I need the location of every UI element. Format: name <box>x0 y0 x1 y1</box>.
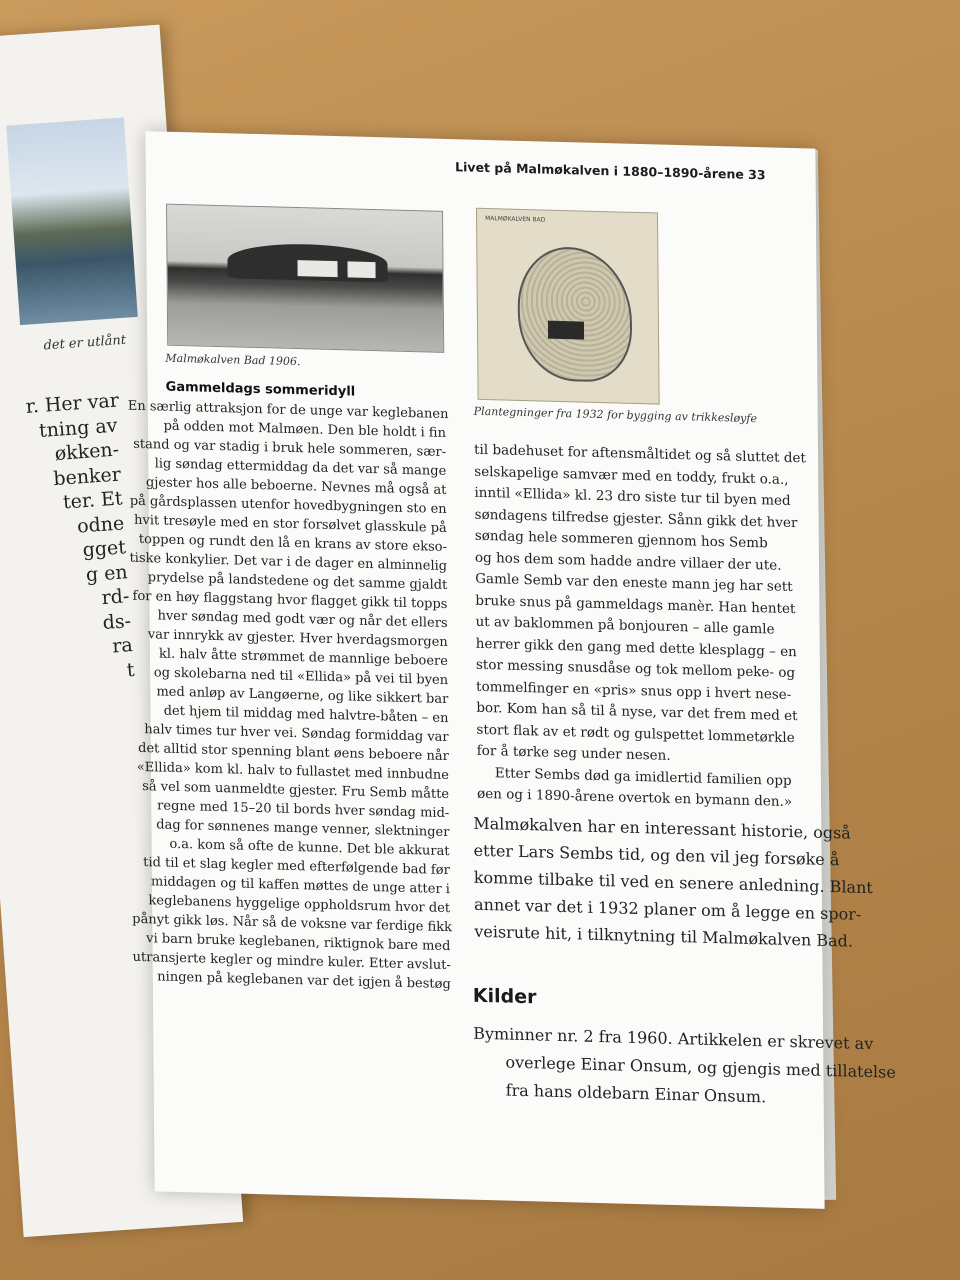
text-line: dag for sønnenes mange venner, slektninger <box>156 817 450 841</box>
photo-building <box>347 261 375 278</box>
text-line: keglebanens hyggelige oppholdsrum hvor det <box>148 893 451 917</box>
sources-text <box>473 1020 896 1113</box>
text-line: øen og i 1890-årene overtok en bymann den.» <box>477 785 793 811</box>
text-line: annet var det i 1932 planer om å legge en spor- <box>473 894 862 924</box>
left-line: ra <box>111 634 134 658</box>
text-line: bruke snus på gammeldags manèr. Han hentet <box>475 592 796 617</box>
photo-building <box>297 260 337 277</box>
running-header: Livet på Malmøkalven i 1880–1890-årene 33 <box>455 159 766 183</box>
text-line: kl. halv åtte strømmet de mannlige beboere <box>158 646 449 670</box>
text-line: etter Lars Sembs tid, og den vil jeg forsøke å <box>473 840 840 870</box>
text-line: Byminner nr. 2 fra 1960. Artikkelen er skrevet av <box>473 1023 874 1054</box>
text-line: ningen på keglebanen var det igjen å bestøg <box>157 969 451 993</box>
text-line: ut av baklommen på bonjouren – alle gamle <box>475 613 775 638</box>
section-title: Gammeldags sommeridyll <box>165 379 356 400</box>
text-line: toppen og rundt den lå en krans av store ekso- <box>138 531 448 556</box>
text-line: for å tørke seg under nesen. <box>476 742 671 764</box>
text-line: stor messing snusdåse og tok mellom peke- og <box>475 656 796 682</box>
left-line: benker <box>52 462 122 490</box>
column-left-text <box>128 397 451 994</box>
text-line: på odden mot Malmøen. Den ble holdt i fin <box>163 418 447 441</box>
text-line: stand og var stadig i bruk hele sommeren, sær- <box>133 436 447 460</box>
right-page <box>127 131 896 1209</box>
text-line: og skolebarna ned til «Ellida» på vei til byen <box>153 665 449 689</box>
text-line: søndag hele sommeren gjennom hos Semb <box>474 527 768 552</box>
text-line: tommelfinger en «pris» snus opp i hvert nese- <box>476 678 792 703</box>
text-line: så vel som uanmeldte gjester. Fru Semb måtte <box>142 779 450 803</box>
text-line: fra hans oldebarn Einar Onsum. <box>505 1080 767 1107</box>
text-line: vi barn bruke keglebanen, riktignok bare med <box>146 931 451 955</box>
text-line: «Ellida» kom kl. halv to fullastet med innbudne <box>136 759 449 784</box>
left-line: gget <box>81 536 127 562</box>
text-line: komme tilbake til ved en senere anledning. Blant <box>473 867 873 898</box>
map-building <box>548 321 584 340</box>
text-line: det alltid stor spenning blant øens beboere når <box>138 740 449 765</box>
map-island <box>517 246 632 383</box>
text-line: inntil «Ellida» kl. 23 dro siste tur til byen med <box>474 484 791 510</box>
text-line: herrer gikk den gang med dette klesplagg – en <box>475 635 797 660</box>
map-caption: Plantegninger fra 1932 for bygging av trikkesløyfe <box>473 404 758 426</box>
text-line: halv times tur hver vei. Søndag formiddag var <box>144 722 449 746</box>
text-line: og hos dem som hadde andre villaer der ute. <box>474 549 782 574</box>
text-line: bor. Kom han så til å nyse, var det frem med et <box>476 699 798 725</box>
text-line: på gårdsplassen utenfor hovedbygningen sto en <box>129 493 447 517</box>
left-line: r. Her var <box>25 389 120 418</box>
left-line: tning av <box>38 414 119 442</box>
text-line: for en høy flaggstang hvor flagget gikk til topps <box>132 588 448 613</box>
left-line: odne <box>76 511 125 538</box>
left-line: t <box>125 658 136 681</box>
text-line: utransjerte kegler og mindre kuler. Etter avslut- <box>132 949 451 974</box>
text-line: veisrute hit, i tilknytning til Malmøkalven Bad. <box>474 921 854 951</box>
text-line: Gamle Semb var den eneste mann jeg har sett <box>475 570 793 596</box>
text-line: Malmøkalven har en interessant historie, også <box>473 813 851 843</box>
historic-photo <box>166 204 444 353</box>
left-line: g en <box>85 560 129 586</box>
sources-heading: Kilder <box>472 984 537 1009</box>
text-line: det hjem til middag med halvtre-båten – en <box>163 703 449 727</box>
text-line: overlege Einar Onsum, og gjengis med tillatelse <box>505 1052 896 1082</box>
text-line: selskapelige samvær med en toddy, frukt o.a., <box>474 463 789 488</box>
text-line: tiske konkylier. Det var i de dager en alminnelig <box>129 550 448 575</box>
text-line: hvit tresøyle med en stor forsølvet glasskule på <box>134 512 447 536</box>
column-right-text <box>474 440 806 814</box>
text-line: stort flak av et rødt og gulspettet lommetørkle <box>476 721 795 746</box>
text-line: middagen og til kaffen møttes de unge atter i <box>150 874 450 898</box>
text-line: regne med 15–20 til bords hver søndag mid- <box>157 798 450 822</box>
photo-caption: Malmøkalven Bad 1906. <box>165 351 301 369</box>
left-line: økken- <box>54 438 120 465</box>
map-label: MALMØKALVEN BAD <box>485 214 546 224</box>
site-plan-map <box>476 208 660 405</box>
text-line: gjester hos alle beboerne. Nevnes må også at <box>145 475 447 498</box>
text-line: lig søndag ettermiddag da det var så mange <box>154 456 447 479</box>
text-line: var innrykk av gjester. Hver hverdagsmorgen <box>147 627 448 651</box>
left-line: rd- <box>100 585 131 610</box>
left-page-text <box>25 389 135 689</box>
closing-paragraph <box>473 810 873 954</box>
text-line: til badehuset for aftensmåltidet og så sluttet det <box>474 441 806 467</box>
text-line: hver søndag med godt vær og når det ellers <box>157 608 448 632</box>
left-photo-caption: det er utlånt <box>43 332 127 354</box>
text-line: En særlig attraksjon for de unge var keglebanen <box>127 398 449 423</box>
text-line: tid til et slag kegler med efterfølgende bad før <box>143 855 450 879</box>
text-line: prydelse på landstedene og det samme gjaldt <box>147 570 448 594</box>
text-line: med anløp av Langøerne, og like sikkert bar <box>156 684 449 708</box>
text-line: søndagens tilfredse gjester. Sånn gikk det hver <box>474 506 798 531</box>
text-line: o.a. kom så ofte de kunne. Det ble akkurat <box>169 836 450 860</box>
landscape-photo <box>6 117 138 325</box>
left-line: ter. Et <box>62 487 124 514</box>
text-line: Etter Sembs død ga imidlertid familien opp <box>494 764 792 789</box>
left-line: ds- <box>101 609 132 634</box>
text-line: pånyt gikk løs. Når så de voksne var ferdige fikk <box>132 911 453 936</box>
